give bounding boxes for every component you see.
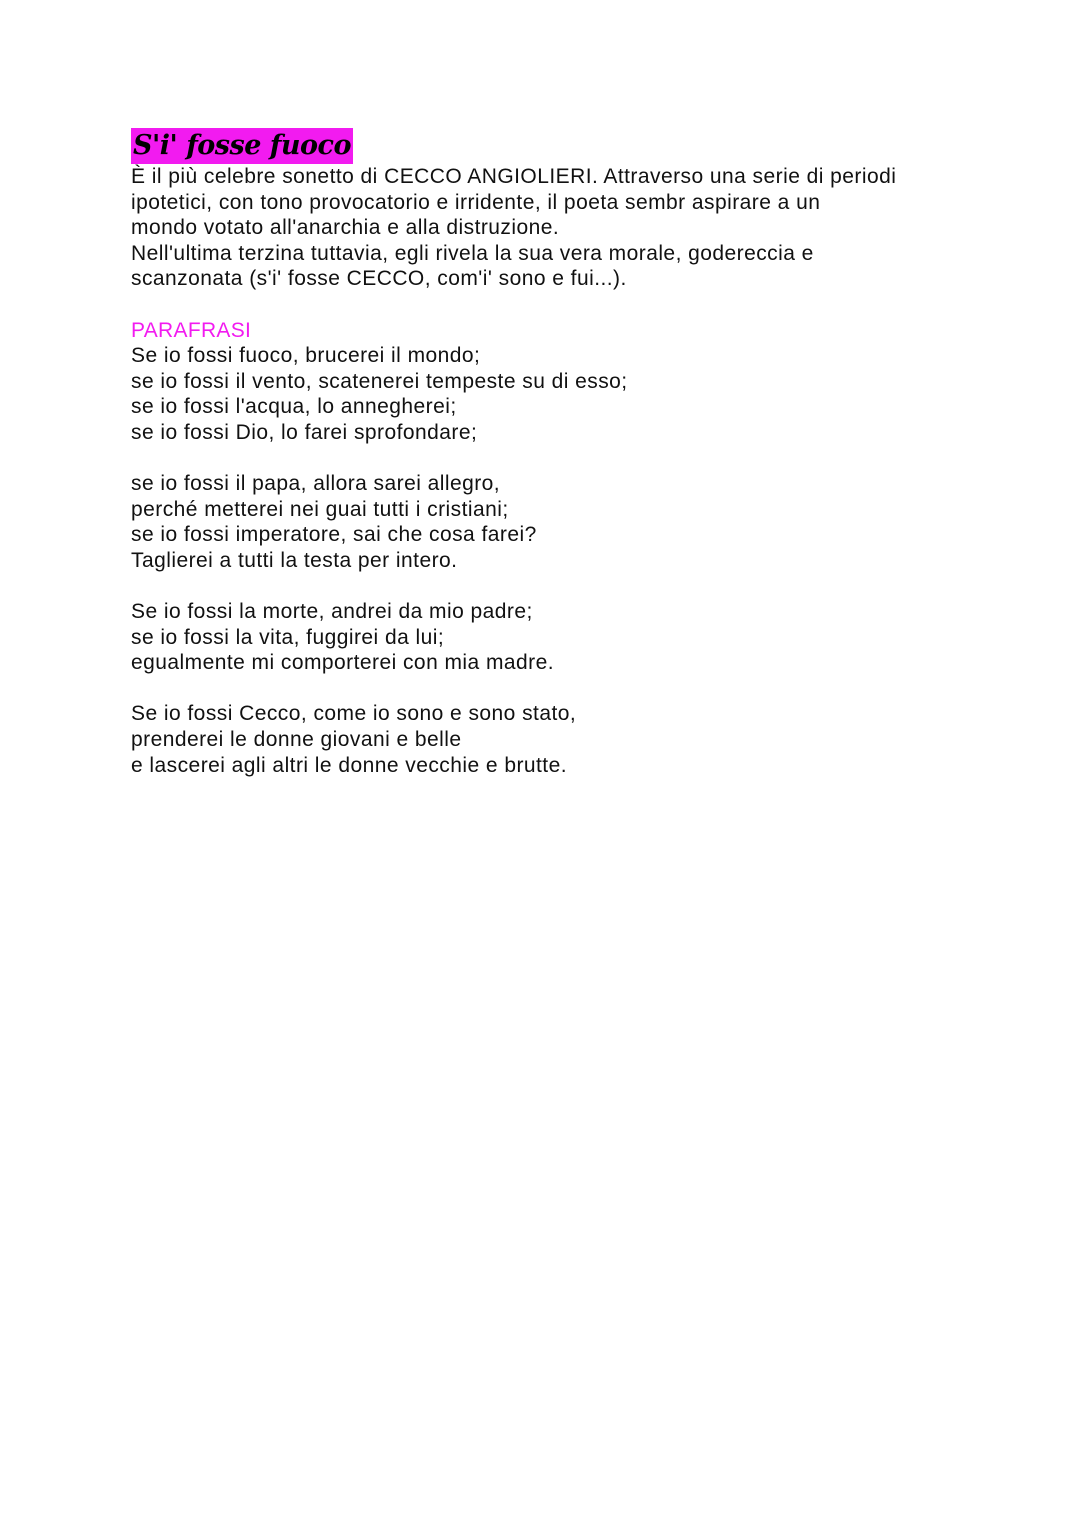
verse-line: Taglierei a tutti la testa per intero. (131, 548, 458, 572)
document-page (131, 128, 991, 804)
stanza (131, 471, 991, 573)
verse-line: Se io fossi Cecco, come io sono e sono stato, (131, 702, 577, 726)
verse-line: se io fossi Dio, lo farei sprofondare; (131, 420, 478, 444)
verse-line: se io fossi imperatore, sai che cosa farei? (131, 523, 537, 547)
intro-line: ipotetici, con tono provocatorio e irridente, il poeta sembr aspirare a un (131, 190, 821, 214)
verse-line: Se io fossi la morte, andrei da mio padre; (131, 600, 533, 624)
section-heading: PARAFRASI (131, 318, 252, 342)
intro-line: Nell'ultima terzina tuttavia, egli rivela la sua vera morale, godereccia e (131, 241, 814, 265)
verse-line: Se io fossi fuoco, brucerei il mondo; (131, 344, 481, 368)
intro-line: scanzonata (s'i' fosse CECCO, com'i' sono e fui...). (131, 267, 627, 291)
stanza (131, 343, 991, 445)
verse-line: perché metterei nei guai tutti i cristiani; (131, 497, 509, 521)
verse-line: egualmente mi comporterei con mia madre. (131, 651, 555, 675)
verse-line: se io fossi il vento, scatenerei tempeste su di esso; (131, 369, 628, 393)
verse-line: prenderei le donne giovani e belle (131, 728, 462, 752)
verse-line: se io fossi l'acqua, lo annegherei; (131, 395, 457, 419)
verse-line: se io fossi il papa, allora sarei allegro, (131, 472, 501, 496)
stanza (131, 599, 991, 676)
document-title: S'i' fosse fuoco (131, 128, 353, 164)
paraphrase-stanzas (131, 343, 991, 778)
verse-line: e lascerei agli altri le donne vecchie e brutte. (131, 753, 568, 777)
verse-line: se io fossi la vita, fuggirei da lui; (131, 625, 445, 649)
intro-paragraph (131, 164, 991, 292)
intro-line: mondo votato all'anarchia e alla distruzione. (131, 216, 560, 240)
stanza (131, 701, 991, 778)
intro-line: È il più celebre sonetto di CECCO ANGIOLIERI. Attraverso una serie di periodi (131, 165, 897, 188)
